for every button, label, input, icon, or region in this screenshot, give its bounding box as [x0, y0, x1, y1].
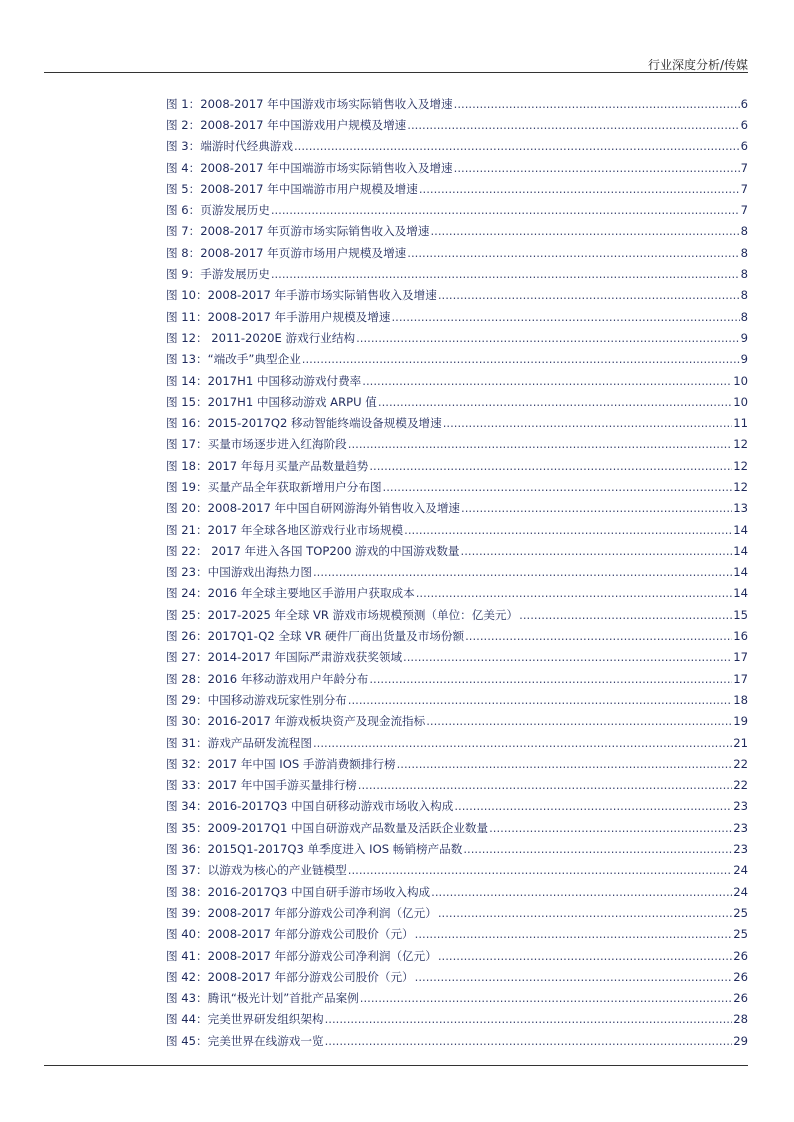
- toc-entry[interactable]: [166, 242, 748, 263]
- toc-entry-page-number: 21: [733, 735, 748, 750]
- toc-entry-page-number: 23: [733, 820, 748, 835]
- toc-entry[interactable]: [166, 391, 748, 412]
- toc-entry[interactable]: [166, 327, 748, 348]
- toc-entry[interactable]: [166, 796, 748, 817]
- toc-entry[interactable]: [166, 753, 748, 774]
- toc-entry[interactable]: [166, 711, 748, 732]
- toc-leader-dots: [360, 991, 732, 1005]
- toc-entry-page-number: 25: [733, 905, 748, 920]
- toc-entry-label: 图 25：2017-2025 年全球 VR 游戏市场规模预测（单位：亿美元）: [166, 607, 519, 622]
- toc-entry-page-number: 9: [740, 352, 748, 367]
- toc-entry-page-number: 19: [733, 714, 748, 729]
- toc-entry-page-number: 25: [733, 927, 748, 942]
- toc-entry-label: 图 18：2017 年每月买量产品数量趋势: [166, 458, 369, 473]
- toc-entry[interactable]: [166, 881, 748, 902]
- toc-entry[interactable]: [166, 455, 748, 476]
- toc-entry[interactable]: [166, 178, 748, 199]
- toc-entry[interactable]: [166, 221, 748, 242]
- toc-entry-label: 图 34：2016-2017Q3 中国自研移动游戏市场收入构成: [166, 799, 454, 814]
- figure-list: [166, 93, 748, 1051]
- toc-entry-page-number: 7: [740, 203, 748, 218]
- toc-entry[interactable]: [166, 647, 748, 668]
- toc-leader-dots: [415, 927, 733, 941]
- toc-leader-dots: [397, 757, 733, 771]
- toc-entry[interactable]: [166, 476, 748, 497]
- toc-leader-dots: [302, 352, 740, 366]
- toc-leader-dots: [271, 267, 740, 281]
- toc-entry-label: 图 26：2017Q1-Q2 全球 VR 硬件厂商出货量及市场份额: [166, 629, 465, 644]
- toc-entry-label: 图 23：中国游戏出海热力图: [166, 565, 312, 580]
- footer-divider: [44, 1065, 748, 1066]
- toc-entry-label: 图 27：2014-2017 年国际严肃游戏获奖领域: [166, 650, 403, 665]
- toc-leader-dots: [426, 714, 732, 728]
- toc-entry-page-number: 8: [740, 224, 748, 239]
- toc-entry-page-number: 6: [740, 117, 748, 132]
- toc-entry-page-number: 24: [733, 884, 748, 899]
- toc-entry-label: 图 12： 2011-2020E 游戏行业结构: [166, 330, 356, 345]
- toc-entry[interactable]: [166, 540, 748, 561]
- toc-entry-label: 图 44：完美世界研发组织架构: [166, 1012, 324, 1027]
- toc-leader-dots: [415, 970, 733, 984]
- toc-entry-label: 图 1：2008-2017 年中国游戏市场实际销售收入及增速: [166, 96, 453, 111]
- toc-entry[interactable]: [166, 966, 748, 987]
- toc-leader-dots: [271, 203, 740, 217]
- toc-entry[interactable]: [166, 519, 748, 540]
- toc-entry-page-number: 8: [740, 267, 748, 282]
- toc-leader-dots: [391, 310, 739, 324]
- toc-entry[interactable]: [166, 924, 748, 945]
- toc-entry-page-number: 15: [733, 607, 748, 622]
- toc-leader-dots: [465, 629, 732, 643]
- toc-leader-dots: [369, 672, 732, 686]
- toc-entry-label: 图 7：2008-2017 年页游市场实际销售收入及增速: [166, 224, 430, 239]
- toc-entry[interactable]: [166, 860, 748, 881]
- toc-leader-dots: [443, 416, 733, 430]
- toc-entry-page-number: 26: [733, 991, 748, 1006]
- toc-entry[interactable]: [166, 498, 748, 519]
- toc-entry[interactable]: [166, 562, 748, 583]
- toc-leader-dots: [383, 480, 733, 494]
- toc-entry-label: 图 35：2009-2017Q1 中国自研游戏产品数量及活跃企业数量: [166, 820, 489, 835]
- toc-entry[interactable]: [166, 987, 748, 1008]
- toc-entry-page-number: 23: [733, 799, 748, 814]
- toc-leader-dots: [407, 118, 739, 132]
- toc-entry[interactable]: [166, 689, 748, 710]
- toc-entry-page-number: 22: [733, 778, 748, 793]
- toc-entry-label: 图 19：买量产品全年获取新增用户分布图: [166, 479, 382, 494]
- toc-entry-page-number: 6: [740, 96, 748, 111]
- toc-leader-dots: [369, 459, 732, 473]
- toc-entry[interactable]: [166, 263, 748, 284]
- toc-entry-label: 图 42：2008-2017 年部分游戏公司股价（元）: [166, 969, 414, 984]
- toc-entry-label: 图 15：2017H1 中国移动游戏 ARPU 值: [166, 394, 377, 409]
- toc-leader-dots: [431, 885, 732, 899]
- toc-leader-dots: [438, 949, 732, 963]
- toc-entry-page-number: 14: [733, 565, 748, 580]
- toc-entry[interactable]: [166, 583, 748, 604]
- toc-entry-label: 图 6：页游发展历史: [166, 203, 270, 218]
- toc-entry-page-number: 28: [733, 1012, 748, 1027]
- toc-entry[interactable]: [166, 668, 748, 689]
- toc-entry-label: 图 22： 2017 年进入各国 TOP200 游戏的中国游戏数量: [166, 543, 460, 558]
- toc-entry[interactable]: [166, 349, 748, 370]
- toc-leader-dots: [294, 139, 740, 153]
- toc-entry-label: 图 31：游戏产品研发流程图: [166, 735, 312, 750]
- toc-leader-dots: [348, 693, 732, 707]
- toc-leader-dots: [454, 161, 740, 175]
- report-category-title: 行业深度分析/传媒: [647, 58, 748, 72]
- toc-entry-page-number: 29: [733, 1033, 748, 1048]
- toc-entry-label: 图 3：端游时代经典游戏: [166, 139, 293, 154]
- toc-entry-page-number: 22: [733, 756, 748, 771]
- toc-leader-dots: [519, 608, 732, 622]
- toc-leader-dots: [461, 501, 732, 515]
- toc-leader-dots: [438, 906, 732, 920]
- toc-leader-dots: [378, 395, 732, 409]
- toc-entry[interactable]: [166, 434, 748, 455]
- toc-entry[interactable]: [166, 732, 748, 753]
- toc-leader-dots: [356, 331, 740, 345]
- toc-leader-dots: [419, 182, 740, 196]
- toc-entry-page-number: 7: [740, 160, 748, 175]
- toc-entry[interactable]: [166, 775, 748, 796]
- toc-entry-page-number: 11: [733, 416, 748, 431]
- toc-leader-dots: [463, 842, 732, 856]
- toc-entry-page-number: 16: [733, 629, 748, 644]
- toc-entry[interactable]: [166, 1009, 748, 1030]
- toc-leader-dots: [489, 821, 732, 835]
- toc-entry[interactable]: [166, 199, 748, 220]
- toc-entry-page-number: 8: [740, 309, 748, 324]
- toc-entry-page-number: 12: [733, 479, 748, 494]
- toc-entry[interactable]: [166, 945, 748, 966]
- header-divider: [44, 72, 748, 73]
- toc-leader-dots: [438, 288, 740, 302]
- toc-leader-dots: [430, 224, 739, 238]
- toc-entry-page-number: 8: [740, 288, 748, 303]
- toc-entry-label: 图 4：2008-2017 年中国端游市场实际销售收入及增速: [166, 160, 453, 175]
- toc-leader-dots: [362, 374, 732, 388]
- toc-entry-page-number: 14: [733, 522, 748, 537]
- toc-entry-label: 图 28：2016 年移动游戏用户年龄分布: [166, 671, 369, 686]
- toc-entry-label: 图 37：以游戏为核心的产业链模型: [166, 863, 347, 878]
- toc-leader-dots: [348, 863, 732, 877]
- toc-entry-label: 图 32：2017 年中国 IOS 手游消费额排行榜: [166, 756, 396, 771]
- toc-entry[interactable]: [166, 817, 748, 838]
- toc-entry-label: 图 11：2008-2017 年手游用户规模及增速: [166, 309, 391, 324]
- toc-entry-page-number: 9: [740, 330, 748, 345]
- toc-leader-dots: [325, 1034, 733, 1048]
- toc-leader-dots: [348, 437, 732, 451]
- toc-entry-label: 图 5：2008-2017 年中国端游市用户规模及增速: [166, 181, 418, 196]
- toc-leader-dots: [358, 778, 732, 792]
- toc-entry-label: 图 33：2017 年中国手游买量排行榜: [166, 778, 357, 793]
- toc-entry-label: 图 45：完美世界在线游戏一览: [166, 1033, 324, 1048]
- toc-entry[interactable]: [166, 412, 748, 433]
- toc-entry-label: 图 20：2008-2017 年中国自研网游海外销售收入及增速: [166, 501, 461, 516]
- toc-leader-dots: [454, 97, 740, 111]
- toc-entry-label: 图 41：2008-2017 年部分游戏公司净利润（亿元）: [166, 948, 437, 963]
- toc-entry-page-number: 26: [733, 948, 748, 963]
- toc-leader-dots: [454, 799, 732, 813]
- toc-leader-dots: [461, 544, 733, 558]
- toc-entry-label: 图 24：2016 年全球主要地区手游用户获取成本: [166, 586, 415, 601]
- toc-entry-page-number: 6: [740, 139, 748, 154]
- toc-entry[interactable]: [166, 1030, 748, 1051]
- toc-entry-page-number: 24: [733, 863, 748, 878]
- toc-entry-page-number: 7: [740, 181, 748, 196]
- toc-entry[interactable]: [166, 370, 748, 391]
- toc-entry-page-number: 8: [740, 245, 748, 260]
- toc-entry-label: 图 43：腾讯“极光计划”首批产品案例: [166, 991, 359, 1006]
- toc-entry[interactable]: [166, 136, 748, 157]
- toc-entry-label: 图 16：2015-2017Q2 移动智能终端设备规模及增速: [166, 416, 442, 431]
- toc-entry-label: 图 17：买量市场逐步进入红海阶段: [166, 437, 347, 452]
- toc-entry-label: 图 13：“端改手”典型企业: [166, 352, 301, 367]
- toc-entry-page-number: 23: [733, 842, 748, 857]
- toc-leader-dots: [313, 736, 732, 750]
- toc-entry-page-number: 17: [733, 671, 748, 686]
- toc-entry[interactable]: [166, 114, 748, 135]
- toc-leader-dots: [313, 565, 732, 579]
- toc-entry[interactable]: [166, 93, 748, 114]
- toc-entry-label: 图 21：2017 年全球各地区游戏行业市场规模: [166, 522, 404, 537]
- toc-entry-page-number: 13: [733, 501, 748, 516]
- toc-entry-label: 图 30：2016-2017 年游戏板块资产及现金流指标: [166, 714, 426, 729]
- toc-entry-page-number: 10: [733, 394, 748, 409]
- toc-entry-page-number: 14: [733, 543, 748, 558]
- toc-entry-page-number: 17: [733, 650, 748, 665]
- toc-leader-dots: [403, 650, 732, 664]
- toc-entry[interactable]: [166, 838, 748, 859]
- toc-entry-label: 图 36：2015Q1-2017Q3 单季度进入 IOS 畅销榜产品数: [166, 842, 463, 857]
- toc-entry[interactable]: [166, 306, 748, 327]
- toc-entry-label: 图 39：2008-2017 年部分游戏公司净利润（亿元）: [166, 905, 437, 920]
- toc-entry[interactable]: [166, 157, 748, 178]
- toc-entry-label: 图 38：2016-2017Q3 中国自研手游市场收入构成: [166, 884, 431, 899]
- toc-entry-label: 图 8：2008-2017 年页游市场用户规模及增速: [166, 245, 407, 260]
- toc-entry-label: 图 9：手游发展历史: [166, 267, 270, 282]
- toc-leader-dots: [325, 1012, 733, 1026]
- toc-entry-label: 图 2：2008-2017 年中国游戏用户规模及增速: [166, 117, 407, 132]
- toc-entry[interactable]: [166, 625, 748, 646]
- toc-leader-dots: [407, 246, 739, 260]
- toc-entry-page-number: 26: [733, 969, 748, 984]
- toc-entry-page-number: 12: [733, 437, 748, 452]
- toc-entry-label: 图 40：2008-2017 年部分游戏公司股价（元）: [166, 927, 414, 942]
- toc-entry[interactable]: [166, 285, 748, 306]
- toc-entry-page-number: 12: [733, 458, 748, 473]
- toc-leader-dots: [404, 523, 732, 537]
- toc-entry[interactable]: [166, 902, 748, 923]
- toc-entry-page-number: 14: [733, 586, 748, 601]
- toc-entry-page-number: 18: [733, 692, 748, 707]
- toc-entry[interactable]: [166, 604, 748, 625]
- toc-entry-label: 图 10：2008-2017 年手游市场实际销售收入及增速: [166, 288, 437, 303]
- toc-entry-label: 图 14：2017H1 中国移动游戏付费率: [166, 373, 362, 388]
- toc-leader-dots: [416, 586, 733, 600]
- toc-entry-page-number: 10: [733, 373, 748, 388]
- toc-entry-label: 图 29：中国移动游戏玩家性别分布: [166, 692, 347, 707]
